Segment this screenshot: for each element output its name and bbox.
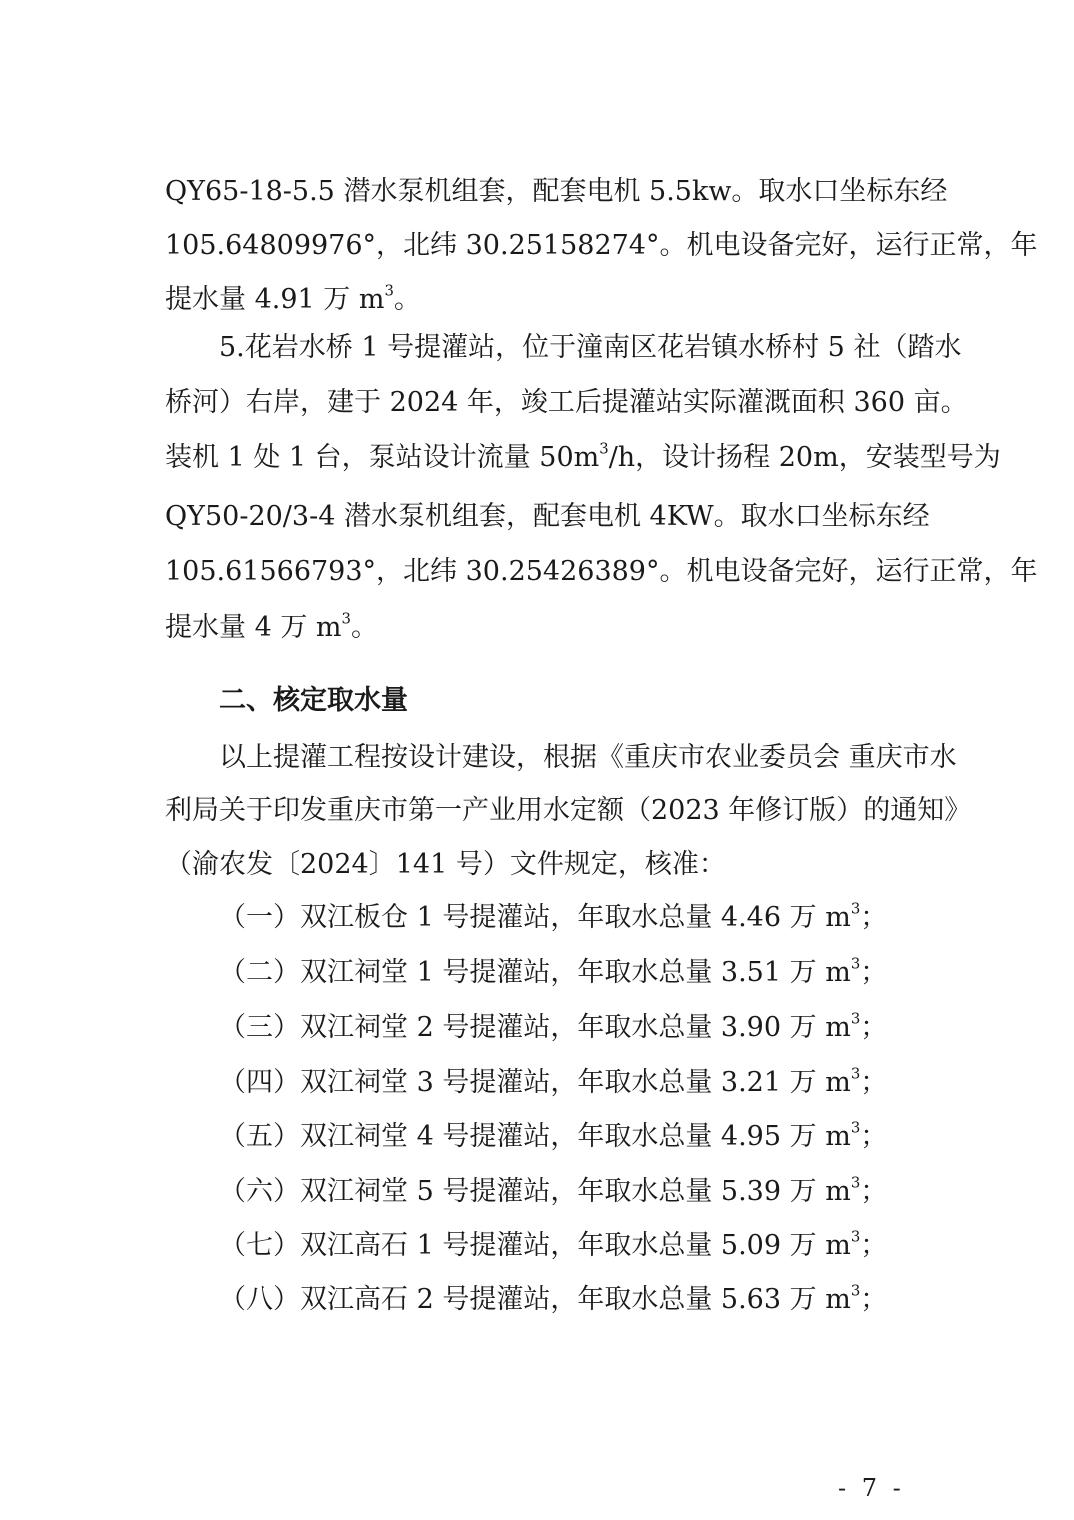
quota-item: （六）双江祠堂 5 号提灌站，年取水总量 5.39 万 $m^3$；: [219, 1173, 888, 1207]
quota-item: （五）双江祠堂 4 号提灌站，年取水总量 4.95 万 $m^3$；: [219, 1118, 888, 1152]
body-line: 5.花岩水桥 1 号提灌站，位于潼南区花岩镇水桥村 5 社（踏水: [219, 332, 962, 363]
body-line: 105.61566793°，北纬 30.25426389°。机电设备完好，运行正常，年: [165, 556, 1038, 587]
body-line: （渝农发〔2024〕141 号）文件规定，核准：: [165, 849, 726, 880]
quota-item: （八）双江高石 2 号提灌站，年取水总量 5.63 万 $m^3$；: [219, 1281, 888, 1315]
body-line: QY65-18-5.5 潜水泵机组套，配套电机 5.5kw。取水口坐标东经: [165, 176, 948, 207]
quota-item: （四）双江祠堂 3 号提灌站，年取水总量 3.21 万 $m^3$；: [219, 1064, 888, 1098]
quota-item: （三）双江祠堂 2 号提灌站，年取水总量 3.90 万 $m^3$；: [219, 1009, 888, 1043]
body-line: 以上提灌工程按设计建设，根据《重庆市农业委员会 重庆市水: [219, 742, 957, 773]
body-line: 利局关于印发重庆市第一产业用水定额（2023 年修订版）的通知》: [165, 795, 972, 826]
body-line: 提水量 4 万 $m^3$。: [165, 609, 378, 643]
body-line: 105.64809976°，北纬 30.25158274°。机电设备完好，运行正常，年: [165, 230, 1038, 261]
section-heading: 二、核定取水量: [219, 685, 408, 716]
quota-item: （一）双江板仓 1 号提灌站，年取水总量 4.46 万 $m^3$；: [219, 899, 888, 933]
body-line: QY50-20/3-4 潜水泵机组套，配套电机 4KW。取水口坐标东经: [165, 501, 930, 532]
body-line: 桥河）右岸，建于 2024 年，竣工后提灌站实际灌溉面积 360 亩。: [165, 387, 968, 418]
quota-item: （二）双江祠堂 1 号提灌站，年取水总量 3.51 万 $m^3$；: [219, 954, 888, 988]
page-number: - 7 -: [838, 1474, 905, 1502]
body-line: 装机 1 处 1 台，泵站设计流量 $50m^3/h$，设计扬程 20m，安装型号为: [165, 439, 1001, 473]
body-line: 提水量 4.91 万 $m^3$。: [165, 281, 421, 315]
quota-item: （七）双江高石 1 号提灌站，年取水总量 5.09 万 $m^3$；: [219, 1227, 888, 1261]
